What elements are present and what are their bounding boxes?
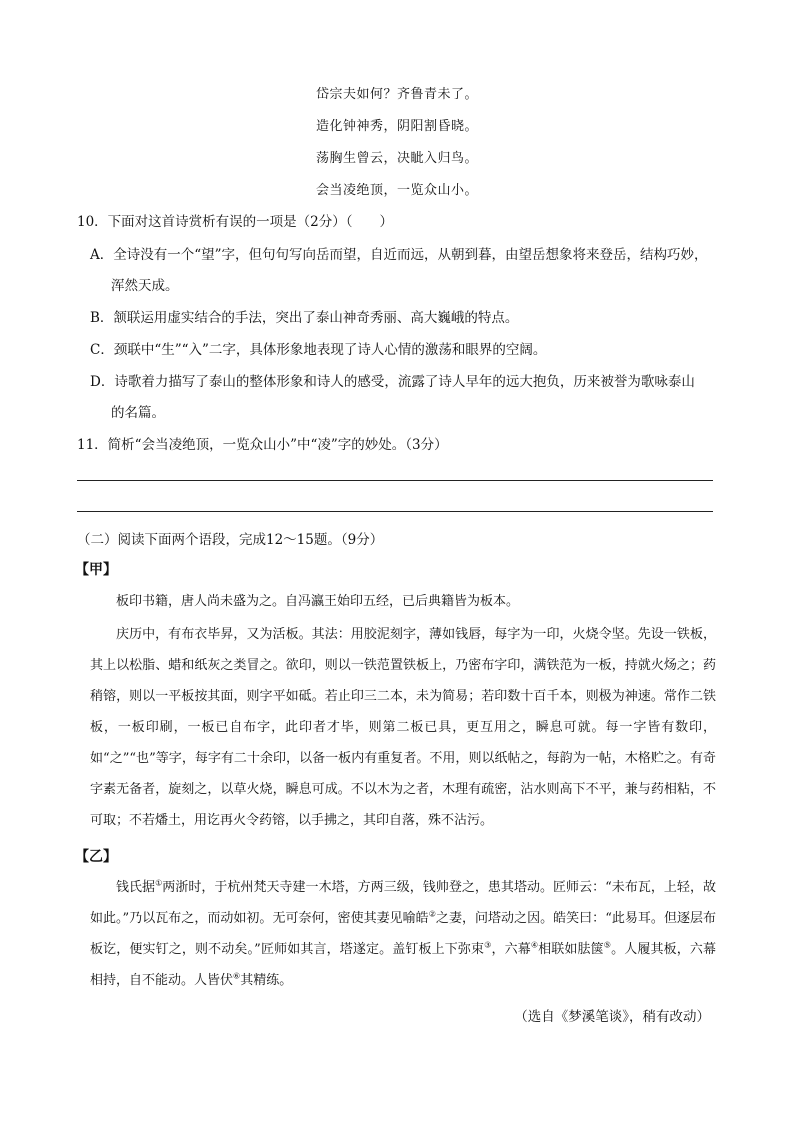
question-10-stem: 10．下面对这首诗赏析有误的一项是（2分）（ ）: [77, 214, 394, 230]
option-a-line-1: A．全诗没有一个“望”字，但句句写向岳而望，自近而远，从朝到暮，由望岳想象将来登岳，结构巧妙，: [90, 247, 708, 263]
passage-yi-label: 【乙】: [75, 849, 117, 865]
passage-jia-para-1: 板印书籍，唐人尚未盛为之。自冯瀛王始印五经，已后典籍皆为板本。: [116, 594, 520, 609]
poem-line-4: 会当凌绝顶，一览众山小。: [315, 183, 478, 198]
footnote-marker-6: ⑥: [233, 971, 241, 981]
passage-jia-para-2: 庆历中，有布衣毕昇，又为活板。其法：用胶泥刻字，薄如钱唇，每字为一印，火烧令坚。先设一铁板，其上以松脂、蜡和纸灰之类冒之。欲印，则以一铁范置铁板上，乃密布字印，满铁范为一板，持就火炀之；药稍镕，则以一平板按其面，则字平如砥。若止印三二本，未为简易；若印数十百千本，则极为神速。常作二铁板，一板印刷，一板已自布字，此印者才毕，则第二板已具，更互用之，瞬息可就。每一字皆有数印，如“之”“也”等字，每字有二十余印，以备一板内有重复者。不用，则以纸帖之，每韵为一帖，木格贮之。有奇字素无备者，旋刻之，以草火烧，瞬息可成。不以木为之者，木理有疏密，沾水则高下不平，兼与药相粘，不可取；不若燔土，用讫再火令药镕，以手拂之，其印自落，殊不沾污。: [90, 627, 716, 828]
footnote-marker-4: ④: [530, 940, 539, 950]
option-a-line-2: 浑然天成。: [111, 278, 179, 294]
option-c: C．颈联中“生”“入”二字，具体形象地表现了诗人心情的激荡和眼界的空阔。: [90, 342, 547, 358]
passage-yi-para: [90, 872, 716, 996]
yi-text-1: 钱氏据: [116, 880, 156, 895]
option-b: B．颔联运用虚实结合的手法，突出了泰山神奇秀丽、高大巍峨的特点。: [90, 310, 519, 326]
option-d-line-2: 的名篇。: [111, 405, 165, 421]
yi-text-7: 其精练。: [240, 973, 293, 988]
yi-text-2: 两浙时，于杭州梵天寺建一木塔，方两三级，钱帅登之，患其塔动。匠师云：“未布瓦，上轻，故如此。”乃以瓦布之，而动如初。无可奈何，密使其妻见喻皓: [90, 880, 716, 926]
poem-line-3: 荡胸生曾云，决眦入归鸟。: [315, 151, 478, 166]
yi-text-6: 。人履其板，六幕相持，自不能动。人皆伏: [90, 942, 717, 988]
option-d-line-1: D．诗歌着力描写了泰山的整体形象和诗人的感受，流露了诗人早年的远大抱负，历来被誉为歌咏泰山: [90, 374, 695, 390]
section-2-heading: （二）阅读下面两个语段，完成12～15题。（9分）: [77, 532, 384, 548]
question-11-stem: 11．简析“会当凌绝顶，一览众山小”中“凌”字的妙处。（3分）: [77, 437, 448, 453]
yi-text-5: 相联如胠箧: [538, 942, 604, 957]
footnote-marker-5: ⑤: [603, 940, 612, 950]
answer-line-1: [77, 480, 713, 481]
poem-line-1: 岱宗夫如何？齐鲁青未了。: [315, 87, 478, 102]
passage-jia-label: 【甲】: [75, 562, 117, 578]
footnote-marker-1: ①: [155, 878, 163, 888]
source-citation: （选自《梦溪笔谈》，稍有改动）: [514, 1009, 710, 1025]
footnote-marker-3: ③: [484, 940, 492, 950]
footnote-marker-2: ②: [428, 909, 436, 919]
poem-line-2: 造化钟神秀，阴阳割昏晓。: [315, 119, 478, 134]
yi-text-3: 之妻，问塔动之因。皓笑曰：“此易耳。但逐层布板讫，便实钉之，则不动矣。”匠师如其言，塔遂定。盖钉板上下弥束: [90, 911, 717, 957]
answer-line-2: [77, 511, 713, 512]
yi-text-4: ，六幕: [491, 942, 531, 957]
